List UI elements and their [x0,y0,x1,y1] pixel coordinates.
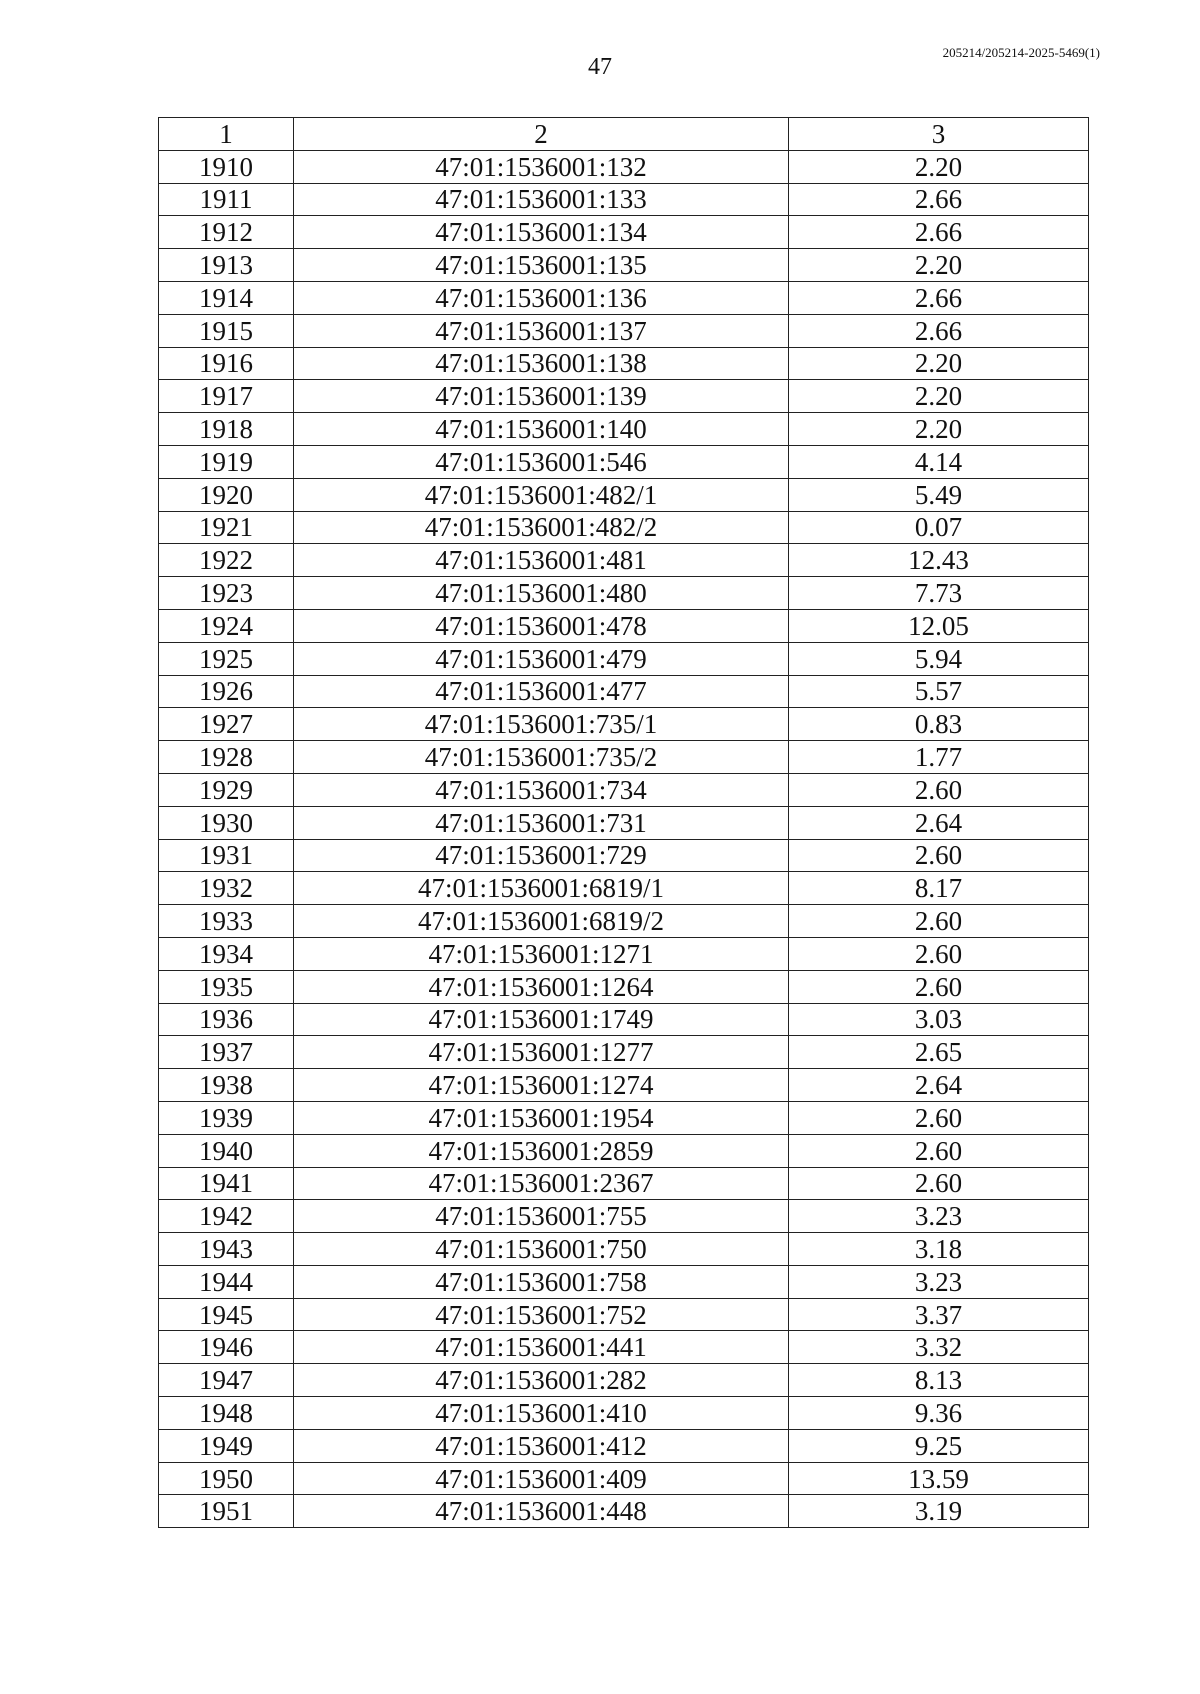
row-number-cell: 1946 [159,1331,294,1364]
table-row [159,1462,1089,1495]
table-row [159,577,1089,610]
table-row [159,609,1089,642]
row-number-cell: 1932 [159,872,294,905]
value-cell: 2.20 [789,347,1089,380]
row-number-cell: 1917 [159,380,294,413]
row-number-cell: 1945 [159,1298,294,1331]
cadastral-number-cell: 47:01:1536001:410 [294,1397,789,1430]
row-number-cell: 1929 [159,773,294,806]
value-cell: 2.20 [789,380,1089,413]
column-header-2: 2 [294,118,789,151]
table-row [159,281,1089,314]
table-row [159,249,1089,282]
value-cell: 9.36 [789,1397,1089,1430]
table-row [159,183,1089,216]
value-cell: 8.17 [789,872,1089,905]
row-number-cell: 1943 [159,1233,294,1266]
row-number-cell: 1921 [159,511,294,544]
row-number-cell: 1924 [159,609,294,642]
column-header-1: 1 [159,118,294,151]
cadastral-number-cell: 47:01:1536001:750 [294,1233,789,1266]
value-cell: 3.23 [789,1265,1089,1298]
value-cell: 5.57 [789,675,1089,708]
cadastral-number-cell: 47:01:1536001:477 [294,675,789,708]
cadastral-number-cell: 47:01:1536001:1277 [294,1036,789,1069]
value-cell: 2.60 [789,905,1089,938]
cadastral-number-cell: 47:01:1536001:546 [294,445,789,478]
value-cell: 3.19 [789,1495,1089,1528]
row-number-cell: 1947 [159,1364,294,1397]
cadastral-number-cell: 47:01:1536001:441 [294,1331,789,1364]
page-number: 47 [588,54,612,80]
table-row [159,1364,1089,1397]
value-cell: 2.60 [789,937,1089,970]
row-number-cell: 1910 [159,150,294,183]
data-table [158,117,1089,1528]
table-row [159,905,1089,938]
table-row [159,511,1089,544]
value-cell: 2.65 [789,1036,1089,1069]
row-number-cell: 1923 [159,577,294,610]
table-body [159,150,1089,1527]
row-number-cell: 1916 [159,347,294,380]
table-row [159,478,1089,511]
value-cell: 2.66 [789,216,1089,249]
cadastral-number-cell: 47:01:1536001:755 [294,1200,789,1233]
row-number-cell: 1928 [159,741,294,774]
cadastral-number-cell: 47:01:1536001:482/1 [294,478,789,511]
cadastral-number-cell: 47:01:1536001:735/2 [294,741,789,774]
value-cell: 3.32 [789,1331,1089,1364]
value-cell: 2.60 [789,1101,1089,1134]
table-row [159,970,1089,1003]
value-cell: 2.20 [789,249,1089,282]
value-cell: 2.64 [789,806,1089,839]
row-number-cell: 1948 [159,1397,294,1430]
value-cell: 2.64 [789,1069,1089,1102]
table-row [159,642,1089,675]
cadastral-number-cell: 47:01:1536001:1271 [294,937,789,970]
table-row [159,1134,1089,1167]
table-row [159,675,1089,708]
value-cell: 0.83 [789,708,1089,741]
header-row [159,118,1089,151]
value-cell: 2.66 [789,281,1089,314]
value-cell: 3.03 [789,1003,1089,1036]
table-row [159,150,1089,183]
row-number-cell: 1942 [159,1200,294,1233]
table-row [159,1331,1089,1364]
cadastral-number-cell: 47:01:1536001:1954 [294,1101,789,1134]
row-number-cell: 1931 [159,839,294,872]
row-number-cell: 1919 [159,445,294,478]
table-row [159,380,1089,413]
cadastral-number-cell: 47:01:1536001:731 [294,806,789,839]
row-number-cell: 1939 [159,1101,294,1134]
value-cell: 2.60 [789,773,1089,806]
cadastral-number-cell: 47:01:1536001:137 [294,314,789,347]
cadastral-number-cell: 47:01:1536001:409 [294,1462,789,1495]
row-number-cell: 1930 [159,806,294,839]
cadastral-number-cell: 47:01:1536001:482/2 [294,511,789,544]
value-cell: 7.73 [789,577,1089,610]
table-row [159,1069,1089,1102]
table-row [159,445,1089,478]
row-number-cell: 1922 [159,544,294,577]
table-row [159,1167,1089,1200]
cadastral-number-cell: 47:01:1536001:2367 [294,1167,789,1200]
row-number-cell: 1918 [159,413,294,446]
value-cell: 3.23 [789,1200,1089,1233]
value-cell: 2.20 [789,413,1089,446]
value-cell: 8.13 [789,1364,1089,1397]
value-cell: 2.60 [789,970,1089,1003]
row-number-cell: 1941 [159,1167,294,1200]
table-row [159,314,1089,347]
cadastral-number-cell: 47:01:1536001:758 [294,1265,789,1298]
row-number-cell: 1940 [159,1134,294,1167]
cadastral-number-cell: 47:01:1536001:480 [294,577,789,610]
row-number-cell: 1925 [159,642,294,675]
table-row [159,872,1089,905]
cadastral-number-cell: 47:01:1536001:729 [294,839,789,872]
cadastral-number-cell: 47:01:1536001:6819/1 [294,872,789,905]
cadastral-number-cell: 47:01:1536001:448 [294,1495,789,1528]
table-row [159,839,1089,872]
row-number-cell: 1944 [159,1265,294,1298]
table-row [159,806,1089,839]
row-number-cell: 1951 [159,1495,294,1528]
row-number-cell: 1927 [159,708,294,741]
cadastral-number-cell: 47:01:1536001:282 [294,1364,789,1397]
table-row [159,1200,1089,1233]
table-row [159,937,1089,970]
row-number-cell: 1926 [159,675,294,708]
cadastral-number-cell: 47:01:1536001:734 [294,773,789,806]
row-number-cell: 1933 [159,905,294,938]
row-number-cell: 1934 [159,937,294,970]
cadastral-number-cell: 47:01:1536001:1749 [294,1003,789,1036]
value-cell: 2.60 [789,1134,1089,1167]
table-row [159,1233,1089,1266]
row-number-cell: 1936 [159,1003,294,1036]
table-row [159,773,1089,806]
row-number-cell: 1938 [159,1069,294,1102]
cadastral-number-cell: 47:01:1536001:140 [294,413,789,446]
value-cell: 2.66 [789,183,1089,216]
row-number-cell: 1950 [159,1462,294,1495]
value-cell: 12.05 [789,609,1089,642]
value-cell: 5.49 [789,478,1089,511]
table-row [159,216,1089,249]
cadastral-number-cell: 47:01:1536001:1264 [294,970,789,1003]
cadastral-number-cell: 47:01:1536001:479 [294,642,789,675]
table-row [159,1036,1089,1069]
table-row [159,347,1089,380]
cadastral-number-cell: 47:01:1536001:478 [294,609,789,642]
row-number-cell: 1949 [159,1429,294,1462]
value-cell: 2.66 [789,314,1089,347]
column-header-3: 3 [789,118,1089,151]
value-cell: 12.43 [789,544,1089,577]
row-number-cell: 1912 [159,216,294,249]
table-row [159,1397,1089,1430]
row-number-cell: 1920 [159,478,294,511]
cadastral-number-cell: 47:01:1536001:138 [294,347,789,380]
table-row [159,1429,1089,1462]
cadastral-number-cell: 47:01:1536001:136 [294,281,789,314]
table-row [159,708,1089,741]
table-row [159,1298,1089,1331]
value-cell: 4.14 [789,445,1089,478]
row-number-cell: 1935 [159,970,294,1003]
table-row [159,1003,1089,1036]
cadastral-number-cell: 47:01:1536001:134 [294,216,789,249]
value-cell: 2.60 [789,839,1089,872]
value-cell: 3.18 [789,1233,1089,1266]
table-row [159,544,1089,577]
value-cell: 13.59 [789,1462,1089,1495]
document-id: 205214/205214-2025-5469(1) [942,45,1100,60]
table-row [159,413,1089,446]
value-cell: 3.37 [789,1298,1089,1331]
value-cell: 1.77 [789,741,1089,774]
value-cell: 9.25 [789,1429,1089,1462]
table-row [159,741,1089,774]
cadastral-number-cell: 47:01:1536001:133 [294,183,789,216]
row-number-cell: 1911 [159,183,294,216]
value-cell: 2.20 [789,150,1089,183]
cadastral-number-cell: 47:01:1536001:2859 [294,1134,789,1167]
value-cell: 5.94 [789,642,1089,675]
table-row [159,1101,1089,1134]
cadastral-number-cell: 47:01:1536001:139 [294,380,789,413]
cadastral-number-cell: 47:01:1536001:6819/2 [294,905,789,938]
row-number-cell: 1914 [159,281,294,314]
value-cell: 2.60 [789,1167,1089,1200]
table-row [159,1495,1089,1528]
row-number-cell: 1937 [159,1036,294,1069]
cadastral-number-cell: 47:01:1536001:481 [294,544,789,577]
row-number-cell: 1915 [159,314,294,347]
cadastral-number-cell: 47:01:1536001:1274 [294,1069,789,1102]
cadastral-number-cell: 47:01:1536001:735/1 [294,708,789,741]
cadastral-number-cell: 47:01:1536001:752 [294,1298,789,1331]
cadastral-number-cell: 47:01:1536001:135 [294,249,789,282]
cadastral-number-cell: 47:01:1536001:412 [294,1429,789,1462]
cadastral-number-cell: 47:01:1536001:132 [294,150,789,183]
value-cell: 0.07 [789,511,1089,544]
row-number-cell: 1913 [159,249,294,282]
table-row [159,1265,1089,1298]
table-header [159,118,1089,151]
